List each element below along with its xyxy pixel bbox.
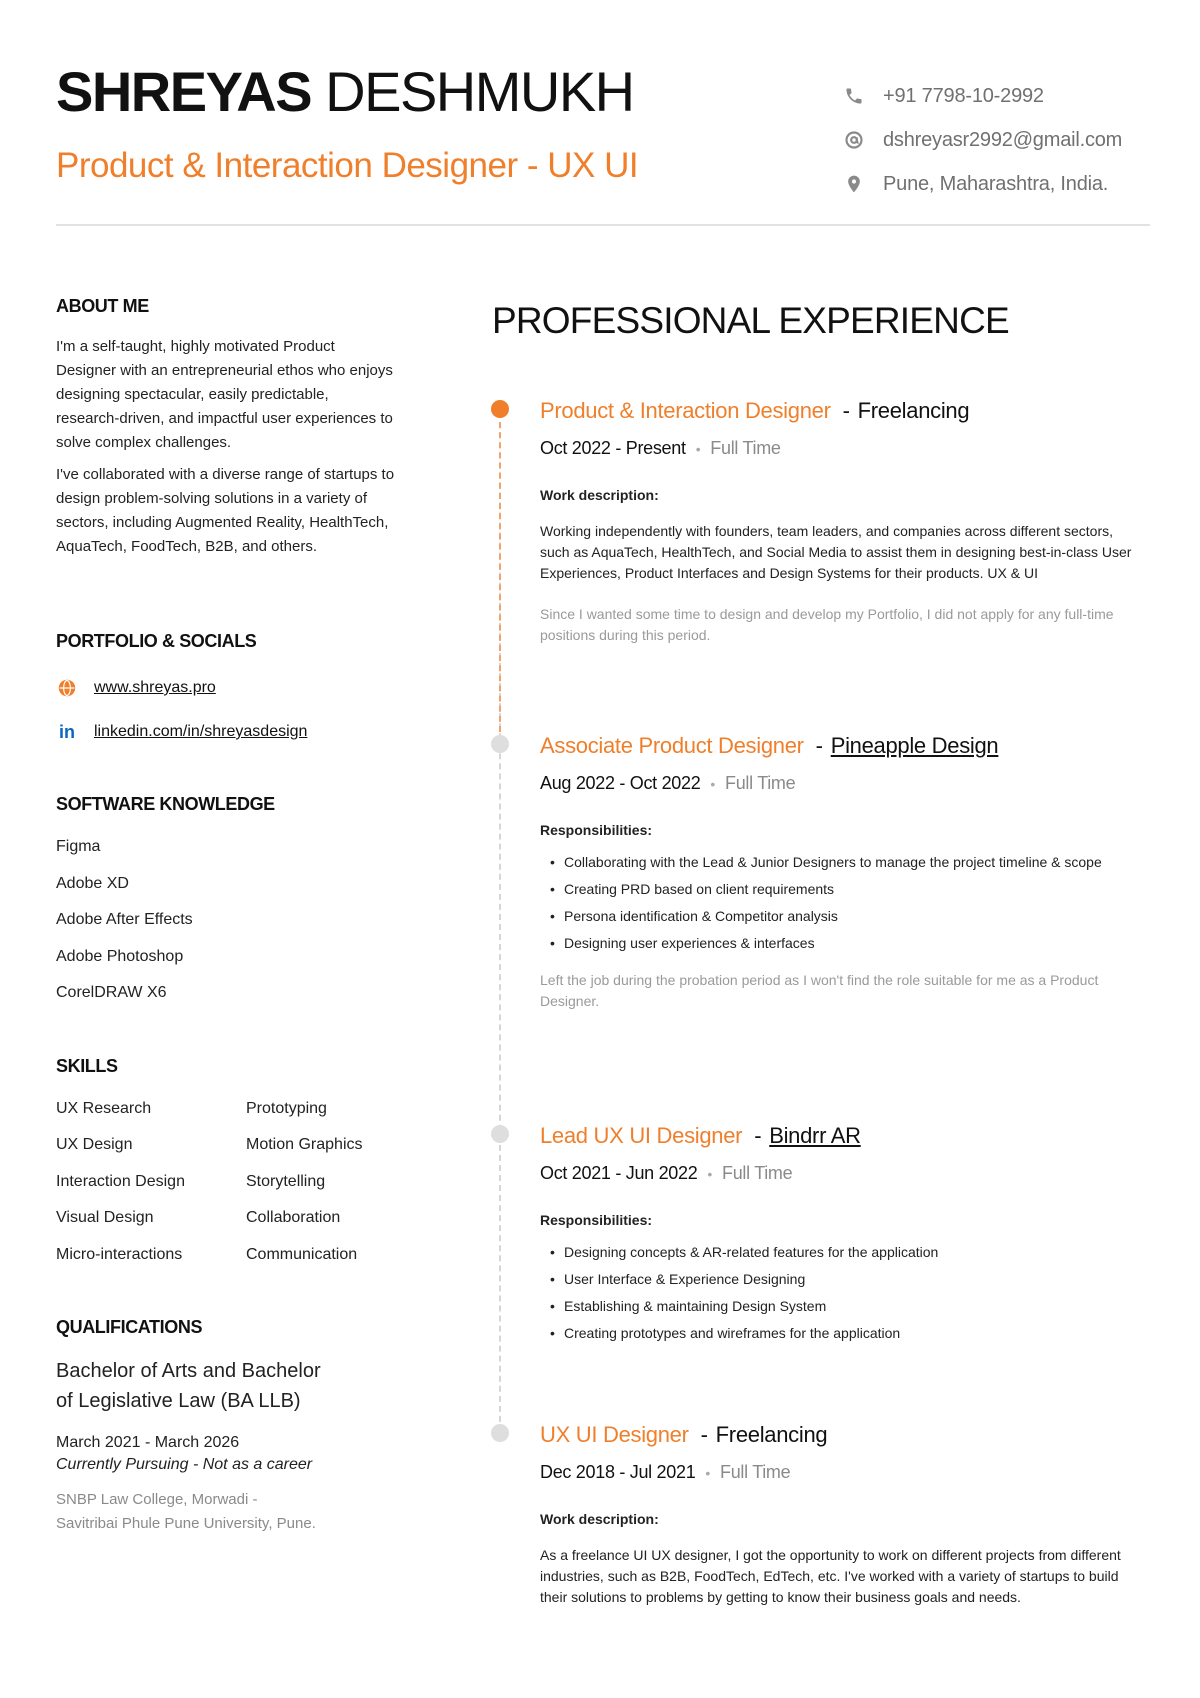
skill-item: Micro-interactions (56, 1245, 183, 1263)
full-name (56, 62, 634, 122)
globe-icon (56, 677, 78, 699)
software-item: CorelDRAW X6 (56, 984, 167, 1001)
skill-item: Storytelling (246, 1172, 326, 1190)
linkedin-link[interactable]: linkedin.com/in/shreyasdesign (94, 723, 308, 740)
software-item: Figma (56, 838, 101, 855)
portfolio-heading: PORTFOLIO & SOCIALS (56, 631, 257, 651)
job-label: Work description: (540, 487, 659, 503)
job-role: Lead UX UI Designer (540, 1123, 743, 1148)
location: Pune, Maharashtra, India. (883, 172, 1109, 195)
job-meta (540, 773, 1140, 794)
list-item: • User Interface & Experience Designing (540, 1269, 1140, 1290)
job-company-link[interactable]: Bindrr AR (769, 1123, 861, 1148)
at-icon (843, 129, 865, 151)
software-item: Adobe Photoshop (56, 947, 184, 965)
skill-item: Prototyping (246, 1099, 327, 1117)
left-column (56, 296, 396, 1536)
email-address: dshreyasr2992@gmail.com (883, 128, 1123, 151)
timeline-dot (491, 735, 509, 753)
list-item: • Creating prototypes and wireframes for the application (540, 1323, 1140, 1344)
website-link[interactable]: www.shreyas.pro (94, 679, 216, 696)
list-item: • Persona identification & Competitor analysis (540, 906, 1140, 927)
software-section (56, 794, 396, 1012)
website-link-row[interactable] (56, 666, 396, 710)
linkedin-icon: in (59, 721, 75, 742)
job-type: Full Time (722, 1163, 793, 1183)
skill-item: UX Research (56, 1099, 152, 1117)
list-item: • Establishing & maintaining Design System (540, 1296, 1140, 1317)
timeline-dot (491, 1125, 509, 1143)
job-title-row (540, 1123, 1140, 1149)
job-dates: Oct 2022 - Present (540, 438, 686, 458)
institution (56, 1488, 396, 1536)
qualifications-heading: QUALIFICATIONS (56, 1317, 203, 1337)
skill-item: Collaboration (246, 1209, 341, 1226)
skills-grid (56, 1091, 396, 1274)
last-name: DESHMUKH (325, 60, 634, 123)
software-list (56, 829, 396, 1012)
job-meta (540, 438, 1140, 459)
contact-info (843, 74, 1163, 206)
job-separator: - (700, 1422, 708, 1447)
list-item: • Collaborating with the Lead & Junior Designers to manage the project timeline & scope (540, 852, 1140, 873)
first-name: SHREYAS (56, 60, 312, 123)
job-dates: Oct 2021 - Jun 2022 (540, 1163, 698, 1183)
meta-dot: • (707, 1166, 713, 1182)
job-label: Work description: (540, 1511, 659, 1527)
institution-line-2: Savitribai Phule Pune University, Pune. (56, 1515, 316, 1532)
degree-note: Currently Pursuing - Not as a career (56, 1456, 313, 1473)
job-label: Responsibilities: (540, 822, 653, 838)
qualifications-section (56, 1317, 396, 1536)
job-meta (540, 1163, 1140, 1184)
meta-dot: • (695, 441, 701, 457)
job-type: Full Time (720, 1462, 791, 1482)
degree-line-1: Bachelor of Arts and Bachelor (56, 1360, 321, 1382)
experience-heading: PROFESSIONAL EXPERIENCE (492, 300, 1009, 341)
responsibilities-list (540, 1242, 1140, 1344)
skill-item: Motion Graphics (246, 1136, 363, 1153)
job-entry (540, 1422, 1140, 1608)
linkedin-link-row[interactable] (56, 710, 396, 754)
job-title-row (540, 733, 1140, 759)
list-item: • Designing concepts & AR-related features for the application (540, 1242, 1140, 1263)
job-description: Working independently with founders, team leaders, and companies across different sectors, such as AquaTech, HealthTech, and Social Media to assist them in designing best-in-class User Experiences, Product Interfaces and Design Systems for their products. UX & UI (540, 523, 1132, 581)
about-heading: ABOUT ME (56, 296, 149, 316)
skill-item: UX Design (56, 1136, 133, 1153)
degree-title (56, 1356, 396, 1416)
job-role: Associate Product Designer (540, 733, 804, 758)
job-label: Responsibilities: (540, 1212, 653, 1228)
contact-phone (843, 74, 1163, 118)
about-paragraph-1: I'm a self-taught, highly motivated Product Designer with an entrepreneurial ethos who enjoys designing spectacular, easily predictable, research-driven, and impactful user experiences to solve complex challenges. (56, 338, 393, 451)
timeline-line-active (499, 412, 501, 732)
about-paragraph-2: I've collaborated with a diverse range of startups to design problem-solving solutions in a variety of sectors, including Augmented Reality, HealthTech, AquaTech, FoodTech, B2B, and others. (56, 466, 395, 555)
timeline-dot (491, 1424, 509, 1442)
portfolio-section (56, 631, 396, 754)
degree-dates: March 2021 - March 2026 (56, 1434, 240, 1451)
meta-dot: • (710, 776, 716, 792)
responsibilities-list (540, 852, 1140, 954)
job-dates: Aug 2022 - Oct 2022 (540, 773, 701, 793)
skills-heading: SKILLS (56, 1055, 118, 1076)
list-item: • Designing user experiences & interfaces (540, 933, 1140, 954)
list-item: • Creating PRD based on client requirements (540, 879, 1140, 900)
job-entry (540, 733, 1140, 1012)
job-type: Full Time (710, 438, 781, 458)
header (56, 62, 1150, 226)
job-description: As a freelance UI UX designer, I got the opportunity to work on different projects from different industries, such as B2B, FoodTech, EdTech, etc. I've worked with a variety of startups to build their solutions to problems by getting to know their business goals and needs. (540, 1547, 1121, 1605)
skills-section (56, 1056, 396, 1274)
institution-line-1: SNBP Law College, Morwadi - (56, 1491, 258, 1508)
degree-line-2: of Legislative Law (BA LLB) (56, 1390, 301, 1412)
job-company: Freelancing (715, 1422, 828, 1447)
job-dates: Dec 2018 - Jul 2021 (540, 1462, 696, 1482)
job-company: Freelancing (857, 398, 970, 423)
job-entry (540, 1123, 1140, 1350)
contact-location (843, 162, 1163, 206)
job-separator: - (815, 733, 823, 758)
job-note: Left the job during the probation period as I won't find the role suitable for me as a Product Designer. (540, 972, 1099, 1009)
contact-email (843, 118, 1163, 162)
software-heading: SOFTWARE KNOWLEDGE (56, 794, 275, 814)
phone-number: +91 7798-10-2992 (883, 84, 1044, 107)
job-title: Product & Interaction Designer - UX UI (56, 146, 639, 185)
timeline-dot-current (491, 400, 509, 418)
skill-item: Visual Design (56, 1209, 154, 1226)
software-item: Adobe XD (56, 874, 129, 892)
skill-item: Communication (246, 1245, 358, 1263)
skill-item: Interaction Design (56, 1172, 185, 1190)
software-item: Adobe After Effects (56, 911, 193, 928)
phone-icon (843, 85, 865, 107)
job-entry (540, 398, 1140, 646)
meta-dot: • (705, 1465, 711, 1481)
job-meta (540, 1462, 1140, 1483)
location-pin-icon (843, 173, 865, 195)
about-section (56, 296, 396, 559)
job-note: Since I wanted some time to design and develop my Portfolio, I did not apply for any full-time positions during this period. (540, 606, 1114, 643)
job-title-row (540, 398, 1140, 424)
job-separator: - (754, 1123, 762, 1148)
job-role: UX UI Designer (540, 1422, 689, 1447)
job-role: Product & Interaction Designer (540, 398, 831, 423)
job-company-link[interactable]: Pineapple Design (830, 733, 999, 758)
job-type: Full Time (725, 773, 796, 793)
job-title-row (540, 1422, 1140, 1448)
job-separator: - (842, 398, 850, 423)
